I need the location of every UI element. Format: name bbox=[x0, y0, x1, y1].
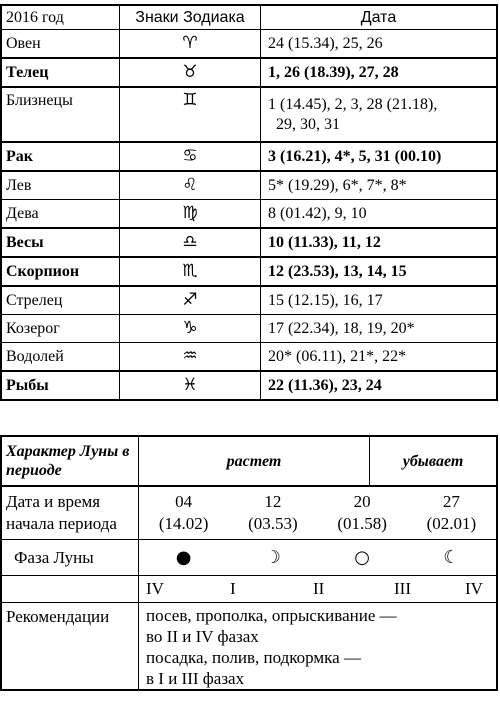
sign-dates-line1: 1 (14.45), 2, 3, 28 (21.18), bbox=[268, 95, 438, 113]
sign-dates: 1, 26 (18.39), 27, 28 bbox=[261, 58, 498, 87]
gemini-icon: ♊ bbox=[120, 87, 261, 142]
aquarius-icon: ♒ bbox=[120, 343, 261, 372]
phase-number: III bbox=[394, 579, 411, 598]
table-row bbox=[1, 87, 497, 142]
table-row bbox=[1, 286, 497, 315]
taurus-icon: ♉ bbox=[120, 58, 261, 87]
sign-dates: 3 (16.21), 4*, 5, 31 (00.10) bbox=[261, 142, 498, 171]
period-start-label-line1: Дата и время bbox=[6, 492, 101, 511]
waning-moon-label: убывает bbox=[370, 436, 498, 486]
period-cell bbox=[139, 491, 228, 535]
table-row bbox=[1, 30, 497, 59]
sign-name: Скорпион bbox=[1, 257, 120, 286]
table-row bbox=[1, 257, 497, 286]
sign-name: Лев bbox=[1, 171, 120, 200]
sign-name: Водолей bbox=[1, 343, 120, 372]
period-dates bbox=[139, 486, 498, 540]
phase-number-row bbox=[1, 576, 497, 603]
phase-number: IV bbox=[465, 579, 483, 598]
date-header: Дата bbox=[261, 5, 498, 30]
phase-numbers bbox=[139, 576, 498, 603]
sign-name: Овен bbox=[1, 30, 120, 59]
table-row bbox=[1, 315, 497, 343]
capricorn-icon: ♑ bbox=[120, 315, 261, 343]
growing-moon-label: растет bbox=[139, 436, 370, 486]
table-row bbox=[1, 371, 497, 400]
sign-name: Близнецы bbox=[1, 87, 120, 142]
leo-icon: ♌ bbox=[120, 171, 261, 200]
cancer-icon: ♋ bbox=[120, 142, 261, 171]
phase-number-blank bbox=[1, 576, 139, 603]
sign-dates: 10 (11.33), 11, 12 bbox=[261, 228, 498, 257]
period-start-label bbox=[1, 486, 139, 540]
sign-dates: 5* (19.29), 6*, 7*, 8* bbox=[261, 171, 498, 200]
period-time: (01.58) bbox=[337, 514, 387, 533]
pisces-icon: ♓ bbox=[120, 371, 261, 400]
libra-icon: ♎ bbox=[120, 228, 261, 257]
aries-icon: ♈ bbox=[120, 30, 261, 59]
sign-dates-line2: 29, 30, 31 bbox=[276, 115, 340, 133]
sign-name: Рыбы bbox=[1, 371, 120, 400]
sign-dates: 20* (06.11), 21*, 22* bbox=[261, 343, 498, 372]
sign-dates: 24 (15.34), 25, 26 bbox=[261, 30, 498, 59]
virgo-icon: ♍ bbox=[120, 200, 261, 229]
phase-number: IV bbox=[146, 579, 164, 598]
table-row bbox=[1, 228, 497, 257]
zodiac-table bbox=[0, 4, 498, 401]
moon-phase-row bbox=[1, 540, 497, 576]
moon-character-row bbox=[1, 436, 497, 486]
table-row bbox=[1, 200, 497, 229]
recommendation-line: в I и III фазах bbox=[146, 669, 245, 688]
recommendation-line: посев, прополка, опрыскивание — bbox=[146, 606, 397, 625]
sign-dates: 22 (11.36), 23, 24 bbox=[261, 371, 498, 400]
sign-dates: 8 (01.42), 9, 10 bbox=[261, 200, 498, 229]
sign-name: Стрелец bbox=[1, 286, 120, 315]
sign-name: Весы bbox=[1, 228, 120, 257]
period-time: (02.01) bbox=[426, 514, 477, 533]
recommendation-line: во II и IV фазах bbox=[146, 627, 259, 646]
period-cell bbox=[407, 491, 496, 535]
moon-phase-icons bbox=[139, 540, 498, 576]
period-time: (03.53) bbox=[248, 514, 298, 533]
sign-dates: 12 (23.53), 13, 14, 15 bbox=[261, 257, 498, 286]
moon-phase-label: Фаза Луны bbox=[1, 540, 139, 576]
moon-phase-table bbox=[0, 435, 498, 691]
scorpio-icon: ♏ bbox=[120, 257, 261, 286]
table-row bbox=[1, 343, 497, 372]
period-cell bbox=[228, 491, 317, 535]
recommendations-row bbox=[1, 603, 497, 691]
sign-name: Козерог bbox=[1, 315, 120, 343]
sign-dates: 15 (12.15), 16, 17 bbox=[261, 286, 498, 315]
moon-character-label: Характер Луны в периоде bbox=[1, 436, 139, 486]
period-time: (14.02) bbox=[158, 514, 209, 533]
sign-name: Рак bbox=[1, 142, 120, 171]
sign-dates bbox=[261, 87, 498, 142]
period-start-label-line2: начала периода bbox=[6, 514, 117, 533]
sagittarius-icon: ♐ bbox=[120, 286, 261, 315]
new-moon-icon: ● bbox=[175, 547, 192, 568]
period-day: 12 bbox=[264, 492, 282, 511]
sign-name: Дева bbox=[1, 200, 120, 229]
year-header: 2016 год bbox=[1, 5, 120, 30]
table-row bbox=[1, 142, 497, 171]
phase-number: I bbox=[230, 579, 236, 598]
period-cell bbox=[318, 491, 407, 535]
period-start-row bbox=[1, 486, 497, 540]
table-row bbox=[1, 58, 497, 87]
first-quarter-moon-icon: ☽ bbox=[264, 547, 281, 568]
recommendations-text bbox=[139, 603, 498, 691]
period-day: 20 bbox=[353, 492, 371, 511]
full-moon-icon: ○ bbox=[354, 547, 370, 568]
sign-dates: 17 (22.34), 18, 19, 20* bbox=[261, 315, 498, 343]
phase-number: II bbox=[313, 579, 325, 598]
last-quarter-moon-icon: ☾ bbox=[443, 547, 460, 568]
table-row bbox=[1, 171, 497, 200]
sign-name: Телец bbox=[1, 58, 120, 87]
zodiac-header-row bbox=[1, 5, 497, 30]
recommendations-label: Рекомендации bbox=[1, 603, 139, 691]
zodiac-sign-header: Знаки Зодиака bbox=[120, 5, 261, 30]
period-day: 27 bbox=[442, 492, 460, 511]
period-day: 04 bbox=[175, 492, 193, 511]
recommendation-line: посадка, полив, подкормка — bbox=[146, 648, 361, 667]
